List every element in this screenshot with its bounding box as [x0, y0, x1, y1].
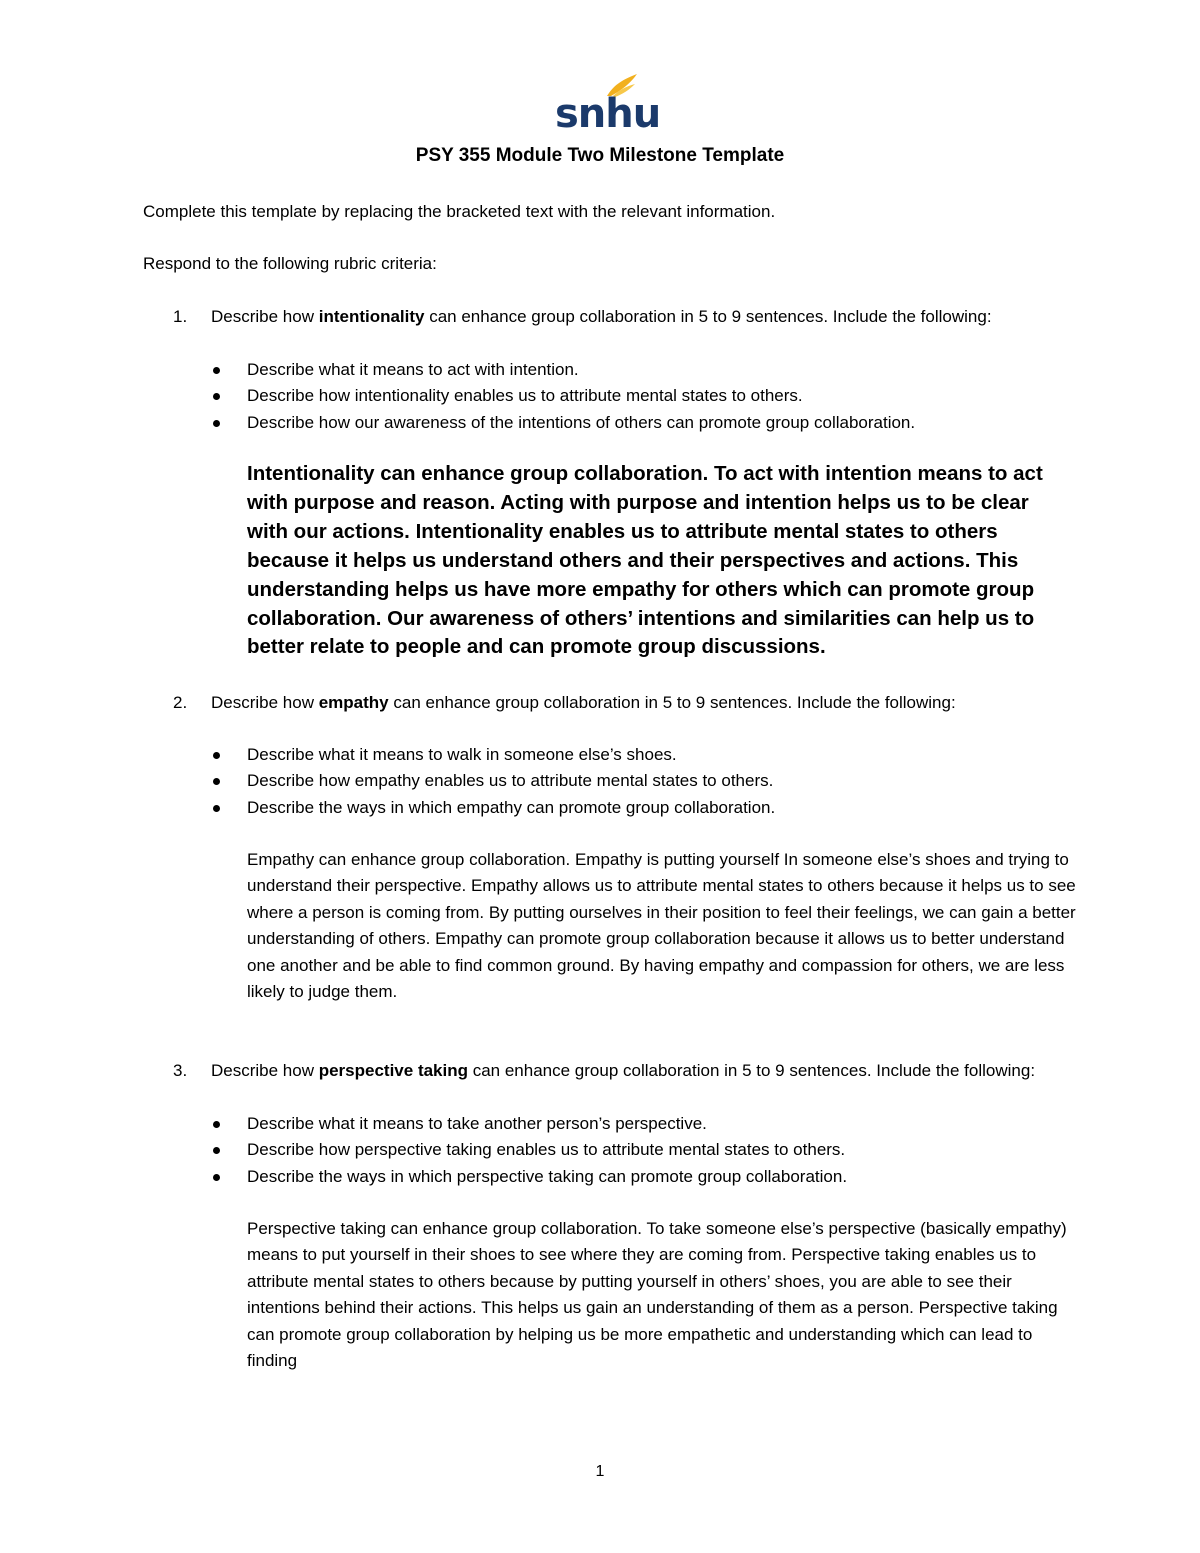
snhu-logo [555, 72, 661, 137]
bullet-icon [213, 367, 220, 374]
prompt-text: Describe how [211, 307, 319, 326]
bullet-list [211, 1111, 847, 1190]
bullet-icon [213, 1174, 220, 1181]
list-item: Describe how our awareness of the intentions of others can promote group collaboration. [211, 410, 915, 436]
page-number: 1 [595, 1463, 605, 1480]
bullet-icon [213, 778, 220, 785]
list-item: Describe how intentionality enables us to attribute mental states to others. [211, 383, 915, 409]
bullet-list [211, 357, 915, 436]
list-item: Describe how empathy enables us to attribute mental states to others. [211, 768, 775, 794]
question-number: 3. [173, 1061, 188, 1080]
answer-paragraph: Intentionality can enhance group collaboration. To act with intention means to act with purpose and reason. Acting with purpose and intention helps us to be clear with our actions. Intentionality enables us to attribute mental states to others because it helps us understand others and their perspectives and actions. This understanding helps us have more empathy for others which can promote group collaboration. Our awareness of others’ intentions and similarities can help us to better relate to people and can promote group discussions. [247, 462, 1043, 659]
prompt-text: can enhance group collaboration in 5 to 9 sentences. Include the following: [388, 693, 956, 712]
list-item: Describe what it means to walk in someone else’s shoes. [211, 742, 775, 768]
bullet-list [211, 742, 775, 821]
prompt-text: Describe how [211, 1061, 319, 1080]
list-item: Describe what it means to take another person’s perspective. [211, 1111, 847, 1137]
question-number: 1. [173, 307, 188, 326]
prompt-text: can enhance group collaboration in 5 to 9 sentences. Include the following: [424, 307, 992, 326]
rubric-intro-text: Respond to the following rubric criteria: [143, 254, 437, 273]
bullet-icon [213, 1121, 220, 1128]
bullet-icon [213, 805, 220, 812]
prompt-text: can enhance group collaboration in 5 to 9 sentences. Include the following: [468, 1061, 1036, 1080]
prompt-keyword: intentionality [318, 307, 425, 326]
bullet-icon [213, 1147, 220, 1154]
prompt-keyword: empathy [318, 693, 389, 712]
page-title: PSY 355 Module Two Milestone Template [415, 145, 785, 166]
prompt-keyword: perspective taking [318, 1061, 468, 1080]
question-prompt [211, 1058, 1051, 1084]
answer-paragraph: Perspective taking can enhance group collaboration. To take someone else’s perspective (basically empathy) means to put yourself in their shoes to see where they are coming from. Perspective taking enables us to attribute mental states to others because by putting yourself in others’ shoes, you are able to see their intentions behind their actions. This helps us gain an understanding of them as a person. Perspective taking can promote group collaboration by helping us be more empathetic and understanding which can lead to finding [247, 1219, 1067, 1371]
instructions-text: Complete this template by replacing the bracketed text with the relevant information. [143, 202, 776, 221]
answer-paragraph: Empathy can enhance group collaboration. Empathy is putting yourself In someone else’s shoes and trying to understand their perspective. Empathy allows us to attribute mental states to others because it helps us to see where a person is coming from. By putting ourselves in their position to feel their feelings, we can gain a better understanding of others. Empathy can promote group collaboration because it allows us to better understand one another and be able to find common ground. By having empathy and compassion for others, we are less likely to judge them. [247, 850, 1076, 1002]
bullet-icon [213, 393, 220, 400]
bullet-icon [213, 752, 220, 759]
question-prompt [211, 304, 1051, 330]
prompt-text: Describe how [211, 693, 319, 712]
list-item: Describe the ways in which empathy can promote group collaboration. [211, 795, 775, 821]
list-item: Describe what it means to act with intention. [211, 357, 915, 383]
question-number: 2. [173, 693, 188, 712]
bullet-icon [213, 420, 220, 427]
list-item: Describe the ways in which perspective taking can promote group collaboration. [211, 1164, 847, 1190]
question-prompt [211, 690, 1051, 716]
logo-wordmark: snhu [555, 91, 661, 137]
list-item: Describe how perspective taking enables us to attribute mental states to others. [211, 1137, 847, 1163]
